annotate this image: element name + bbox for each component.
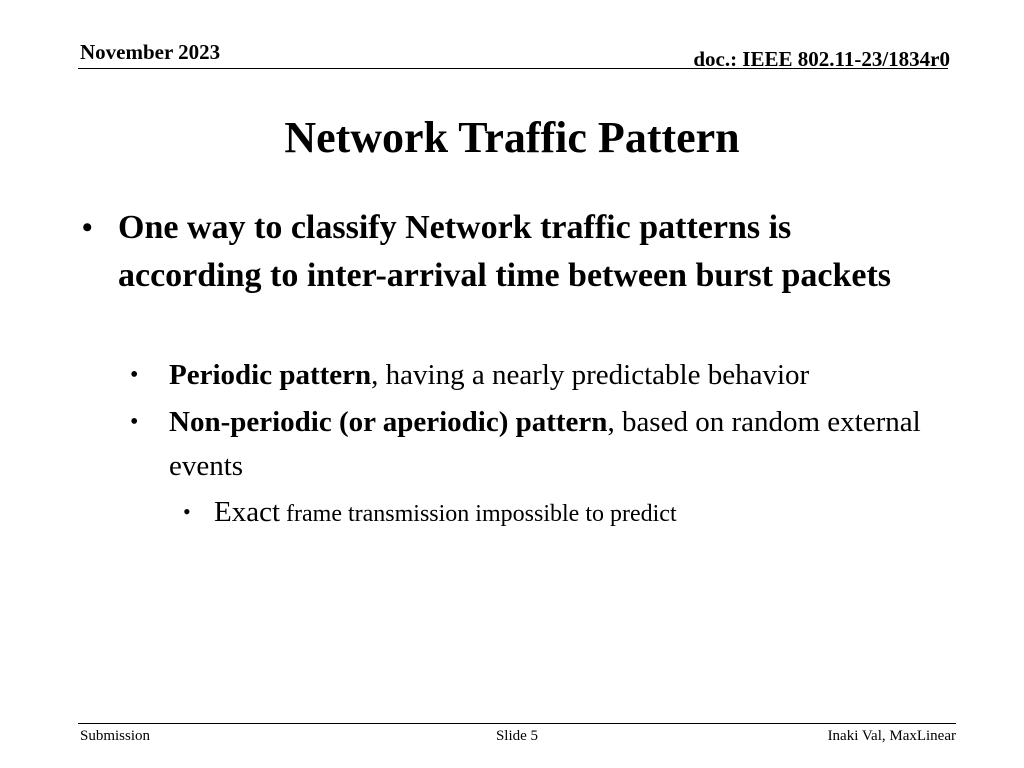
main-bullet-text: One way to classify Network traffic patterns is according to inter-arrival time between burst packets <box>118 209 892 294</box>
bullet-marker: • <box>82 211 93 244</box>
header-date: November 2023 <box>80 40 221 64</box>
sub-bullet-description: , based on random external events <box>169 406 921 482</box>
footer-submission: Submission <box>80 728 151 744</box>
slide-title: Network Traffic Pattern <box>284 113 740 162</box>
footer-divider <box>78 723 956 724</box>
sub-bullet-term: Non-periodic (or aperiodic) pattern <box>169 406 608 438</box>
bullet-marker: • <box>130 362 139 388</box>
sub-sub-bullet-lead: Exact <box>214 496 281 528</box>
sub-sub-bullet <box>183 492 963 537</box>
main-bullet <box>82 204 922 300</box>
header-divider <box>78 68 948 69</box>
sub-bullet-text <box>169 354 950 396</box>
sub-bullet-description: , having a nearly predictable behavior <box>371 359 810 391</box>
sub-sub-bullet-rest: frame transmission impossible to predict <box>280 501 677 527</box>
footer-slide-number: Slide 5 <box>495 728 539 744</box>
sub-bullet-periodic <box>130 354 950 396</box>
footer-author: Inaki Val, MaxLinear <box>827 728 956 744</box>
sub-bullet-aperiodic <box>130 400 950 488</box>
sub-bullet-text <box>169 400 950 488</box>
header-doc-id: doc.: IEEE 802.11-23/1834r0 <box>693 47 950 71</box>
sub-bullet-term: Periodic pattern <box>169 359 372 391</box>
bullet-marker: • <box>130 409 139 435</box>
bullet-marker: • <box>183 499 191 524</box>
sub-sub-bullet-text <box>214 492 963 537</box>
